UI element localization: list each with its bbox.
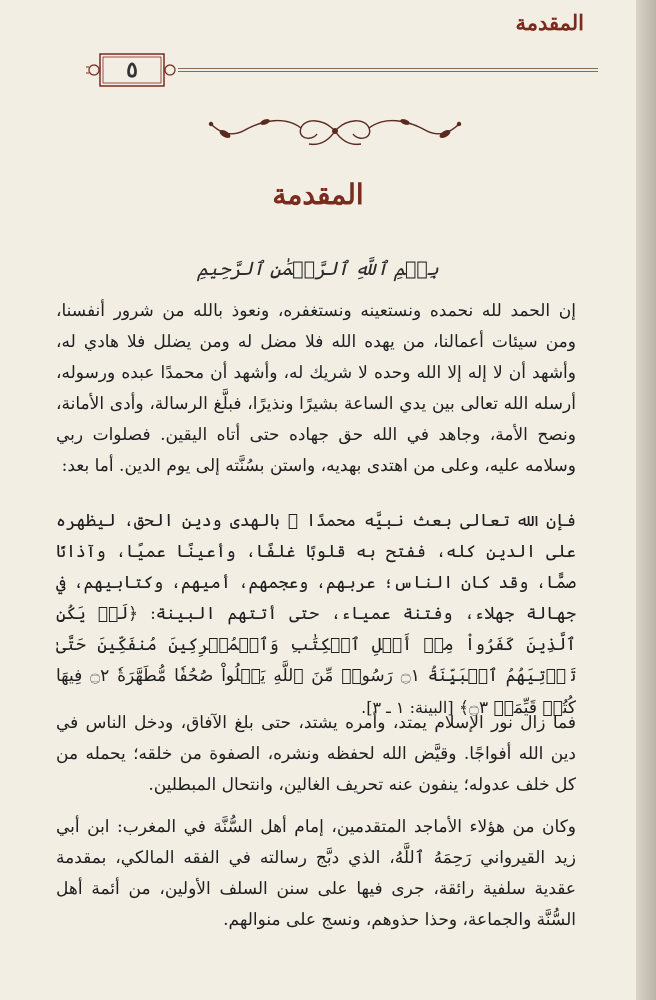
chapter-title: المقدمة [272,178,364,211]
running-title: المقدمة [515,10,584,35]
paragraph-3: فما زال نور الإسلام يمتد، وأمره يشتد، حتى بلغ الآفاق، ودخل الناس في دين الله أفواجًا. وقيَّض الله لحفظه ونشره، الصفوة من خلقه؛ يحمله من كل خلف عدوله؛ ينفون عنه تحريف الغالين، وانتحال المبطلين. [56,713,576,795]
paragraph-2 [56,506,576,724]
basmala: بِسۡمِ ٱللَّهِ ٱلرَّحۡمَٰنِ ٱلرَّحِيمِ [197,258,439,280]
paragraph-4: وكان من هؤلاء الأماجد المتقدمين، إمام أهل السُّنَّة في المغرب: ابن أبي زيد القيرواني رَحِمَهُ ٱللَّهُ، الذي دبَّج رسالته في الفقه المالكي، بمقدمة عقدية سلفية رائقة، جرى فيها على سنن السلف الأولين، من أئمة أهل السُّنَّة والجماعة، وحذا حذوهم، ونسج على منوالهم. [56,817,576,930]
paragraph-2-text: فإن الله تعالى بعث نبيَّه محمدًا ﷺ بالهدى ودين الحق، ليظهره على الدين كله، ففتح به قلوبًا غلفًا، وأعينًا عميًا، وآذانًا صمًّا، وقد كان الناس؛ عربهم، وعجمهم، أميهم، وكتابيهم، في جهالة جهلاء، وفتنة عمياء، حتى أتتهم البينة: [56,511,576,624]
paragraph-1: إن الحمد لله نحمده ونستعينه ونستغفره، ونعوذ بالله من شرور أنفسنا، ومن سيئات أعمالنا، من يهده الله فلا مضل له ومن يضلل فلا هادي له، وأشهد أن لا إله إلا الله وحده لا شريك له، وأشهد أن محمدًا عبده ورسوله، أرسله الله تعالى بين يدي الساعة بشيرًا ونذيرًا، فبلَّغ الرسالة، وأدى الأمانة، ونصح الأمة، وجاهد في الله حق جهاده حتى أتاه اليقين. فصلوات ربي وسلامه عليه، وعلى من اهتدى بهديه، واستن بسُنَّته إلى يوم الدين. أما بعد: [56,301,576,476]
quran-verse: ﴿لَمۡ يَكُنِ ٱلَّذِينَ كَفَرُواْ مِنۡ أَهۡلِ ٱلۡكِتَٰبِ وَٱلۡمُشۡرِكِينَ مُنفَكِّينَ حَتَّىٰ تَأۡتِيَهُمُ ٱلۡبَيِّنَةُ ۝١ رَسُولٞ مِّنَ ٱللَّهِ يَتۡلُواْ صُحُفٗا مُّطَهَّرَةٗ ۝٢ فِيهَا كُتُبٞ قَيِّمَةٞ ۝٣﴾ [56,604,576,718]
header-rule-double [178,71,598,72]
page-number: ٥ [126,57,138,83]
header-rule [178,68,598,69]
floral-ornament-icon [205,110,465,152]
verse-reference: [البينة: ١ ـ ٣]. [361,698,454,717]
page-edge [636,0,656,1000]
